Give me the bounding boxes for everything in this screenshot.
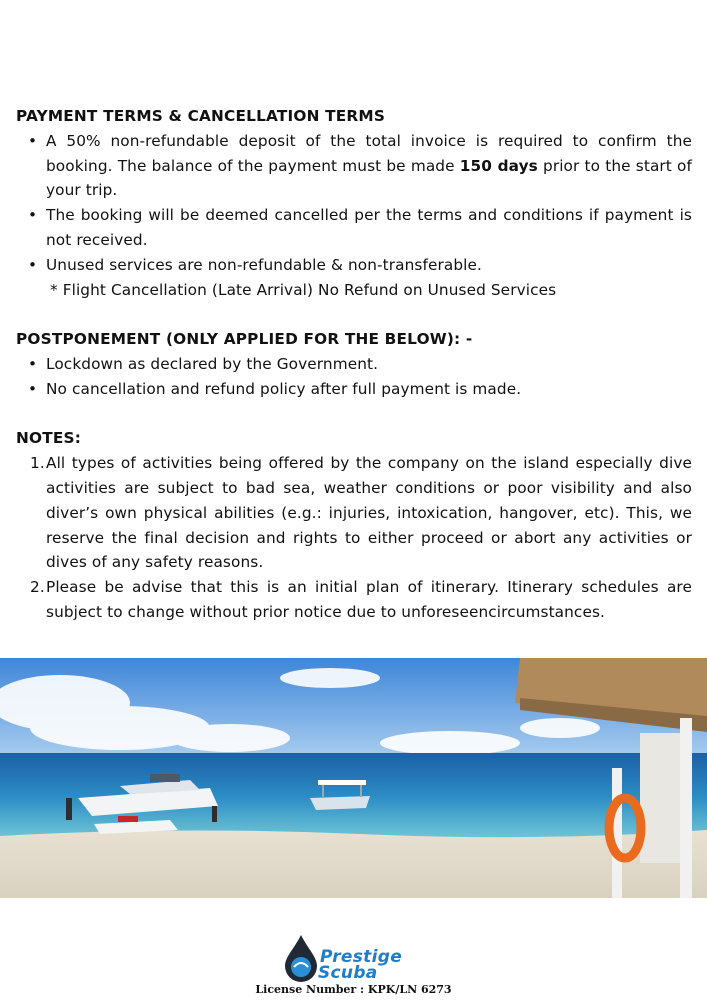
scuba-drop-icon [282, 933, 320, 983]
payment-item-text: Unused services are non-refundable & non-transferable. [46, 255, 482, 274]
brand-name-second: Scuba [318, 963, 378, 983]
deposit-days: 150 days [459, 156, 538, 175]
sand [0, 830, 707, 898]
bullet: • [28, 206, 38, 225]
payment-item-text: The booking will be deemed cancelled per the terms and conditions if payment is not received. [46, 206, 692, 249]
list-item [16, 253, 692, 278]
postponement-list [16, 352, 692, 402]
list-item [16, 352, 692, 377]
list-item [16, 451, 692, 575]
list-item [16, 203, 692, 253]
terms-content [16, 104, 692, 625]
beach-photo [0, 658, 707, 898]
item-number: 1. [30, 454, 45, 473]
note-item-text: All types of activities being offered by the company on the island especially dive activities are subject to bad sea, weather conditions or poor visibility and also diver’s own physical abilities (e.g.: injuries, intoxication, hangover, etc). This, we reserve the final decision and rights to either proceed or abort any activities or dives of any safety reasons. [46, 454, 692, 572]
payment-list [16, 129, 692, 278]
list-item [16, 575, 692, 625]
bullet: • [28, 379, 38, 398]
postponement-item-text: No cancellation and refund policy after full payment is made. [46, 379, 522, 398]
footer [0, 925, 707, 1000]
item-number: 2. [30, 578, 45, 597]
bullet: • [28, 354, 38, 373]
notes-heading: NOTES: [16, 429, 82, 448]
postponement-item-text: Lockdown as declared by the Government. [46, 354, 379, 373]
postponement-heading: POSTPONEMENT (ONLY APPLIED FOR THE BELOW): - [16, 330, 473, 349]
bullet: • [28, 255, 38, 274]
list-item [16, 377, 692, 402]
bullet: • [28, 131, 38, 150]
payment-item-text: A 50% non-refundable deposit of the total invoice is required to confirm the booking. The balance of the payment must be made [46, 131, 692, 175]
payment-heading: PAYMENT TERMS & CANCELLATION TERMS [16, 107, 386, 125]
note-item-text: Please be advise that this is an initial plan of itinerary. Itinerary schedules are subject to change without prior notice due to unforeseencircumstances. [46, 578, 692, 621]
payment-item-text: prior to the start of your trip. [46, 156, 692, 200]
list-item [16, 129, 692, 203]
license-number: License Number : KPK/LN 6273 [255, 983, 452, 996]
brand-name: Prestige [320, 947, 403, 967]
flight-cancellation-note: * Flight Cancellation (Late Arrival) No Refund on Unused Services [50, 280, 557, 299]
notes-list [16, 451, 692, 625]
